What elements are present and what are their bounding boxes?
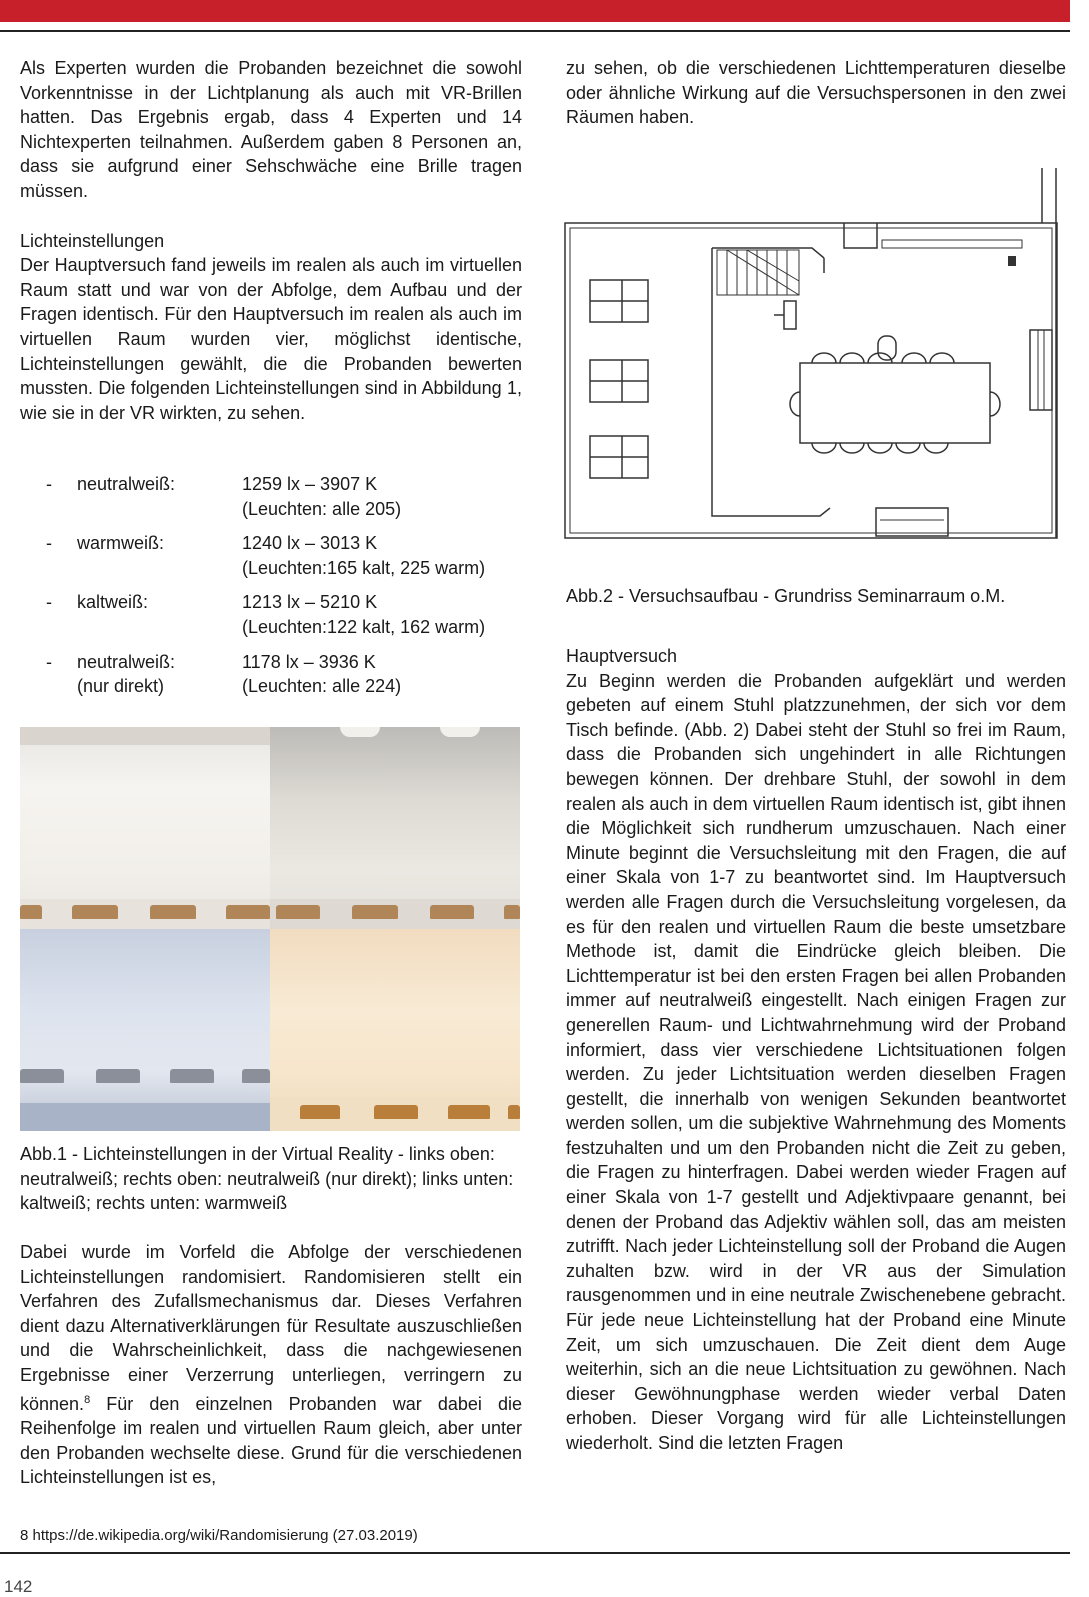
light-setting-row <box>20 650 540 699</box>
figure-2-caption: Abb.2 - Versuchsaufbau - Grundriss Seminarraum o.M. <box>566 586 1006 606</box>
paragraph-randomisierung: Dabei wurde im Vorfeld die Abfolge der verschiedenen Lichteinstellungen randomisiert. Randomisieren stellt ein Verfahren des Zufallsmechanismus dar. Dieses Verfahren dient dazu Alternativerklärungen für Resultate auszuschließen und die Wahrscheinlichkeit, dass die nachgewiesenen Ergebnisse einer Verzerrung unterliegen, verringern zu können.$^8$ Für den einzelnen Probanden war dabei die Reihenfolge im realen und virtuellen Raum gleich, aber unter den Probanden wechselte diese. Grund für die verschiedenen Lichteinstellungen ist es, <box>20 1242 522 1488</box>
setting-value: 1240 lx – 3013 K (Leuchten:165 kalt, 225 warm) <box>242 533 486 578</box>
page-number: 142 <box>4 1577 33 1596</box>
list-dash: - <box>46 474 52 494</box>
render-warmweiss <box>270 929 520 1131</box>
figure-2-floor-plan <box>562 168 1070 548</box>
footer-rule <box>0 1552 1070 1554</box>
list-dash: - <box>46 533 52 554</box>
setting-label: kaltweiß: <box>77 592 149 613</box>
right-column-bottom <box>566 644 1066 1456</box>
left-column-bottom <box>20 1240 522 1490</box>
heading-lichteinstellungen: Lichteinstellungen <box>20 230 165 251</box>
light-setting-row <box>20 472 540 521</box>
heading-hauptversuch: Hauptversuch <box>566 646 678 666</box>
right-column-top <box>566 56 1066 130</box>
render-neutralweiss <box>20 727 270 929</box>
setting-label: neutralweiß: <box>77 474 176 494</box>
paragraph-hauptversuch: Zu Beginn werden die Probanden aufgeklärt und werden gebeten auf einem Stuhl platzzunehmen, der sich vor dem Tisch befinde. (Abb. 2) Dabei steht der Stuhl so frei im Raum, dass die Probanden sich ungehindert in alle Richtungen bewegen können. Der drehbare Stuhl, der sowohl in dem realen als auch in dem virtuellen Raum identisch ist, gibt ihnen die Möglichkeit sich rundherum umzuschauen. Nach einer Minute beginnt die Versuchsleitung mit den Fragen, die auf einer Skala von 1-7 zu beantwortet sind. Im Hauptversuch werden alle Fragen durch die Versuchsleitung vorgelesen, da es für den realen und virtuellen Raum die beste umsetzbare Methode ist, damit die Eindrücke gleich bleiben. Die Lichttemperatur ist bei den ersten Fragen bei allen Probanden immer auf neutralweiß eingestellt. Nach einigen Fragen zur generellen Raum- und Lichtwahrnehmung wird der Proband informiert, dass vier verschiedene Lichtsituationen folgen werden. Zu jeder Lichtsituation werden dieselben Fragen gestellt, die innerhalb von wenigen Sekunden beantwortet werden sollen, um die subjektive Wahrnehmung des Moments festzuhalten und um den Probanden nicht die Zeit zu geben, die Fragen zu hinterfragen. Dabei werden wieder Fragen auf einer Skala von 1-7 gestellt und Adjektivpaare genannt, bei denen der Proband das Adjektiv wählen soll, das am meisten zutrifft. Nach jeder Lichteinstellung soll der Proband die Augen zuhalten bzw. wird in der VR aus der Simulation rausgenommen und in eine neutrale Zwischenebene gebracht. Für jede neue Lichteinstellung hat der Proband eine Minute Zeit, um sich umzuschauen. Die Zeit dient dem Auge weiterhin, sich an die neue Lichtsituation zu gewöhnen. Nach dieser Gewöhnungphase werden wieder verbal Daten erhoben. Dieser Vorgang wird für alle Lichteinstellungen wiederholt. Sind die letzten Fragen <box>566 670 1066 1453</box>
footnote-reference: 8 <box>84 1393 91 1406</box>
light-setting-row <box>20 531 540 580</box>
setting-label: neutralweiß: (nur direkt) <box>77 651 176 697</box>
list-dash: - <box>46 592 52 613</box>
setting-label: warmweiß: <box>77 533 165 554</box>
setting-value: 1259 lx – 3907 K (Leuchten: alle 205) <box>242 474 402 519</box>
paragraph-hauptversuch-intro: Der Hauptversuch fand jeweils im realen als auch im virtuellen Raum statt und war von der Abfolge, dem Aufbau und der Fragen identisch. Für den Hauptversuch im realen als auch im virtuellen Raum wurden vier, möglichst identische, Lichteinstellungen gewählt, die die Probanden bewerten mussten. Die folgenden Lichteinstellungen sind in Abbildung 1, wie sie in der VR wirkten, zu sehen. <box>20 255 522 423</box>
footnote: 8 https://de.wikipedia.org/wiki/Randomisierung (27.03.2019) <box>20 1527 418 1544</box>
left-column-top <box>20 56 522 425</box>
paragraph-experts: Als Experten wurden die Probanden bezeichnet die sowohl Vorkenntnisse in der Lichtplanung als auch mit VR-Brillen hatten. Das Ergebnis ergab, dass 4 Experten und 14 Nichtexperten teilnahmen. Außerdem gaben 8 Personen an, dass sie aufgrund einer Sehschwäche eine Brille tragen müssen. <box>20 58 522 201</box>
figure-1-vr-lighting <box>20 727 520 1131</box>
paragraph-lichttemperaturen: zu sehen, ob die verschiedenen Lichttemperaturen dieselbe oder ähnliche Wirkung auf die Versuchspersonen in den zwei Räumen haben. <box>566 58 1066 128</box>
list-dash: - <box>46 651 52 672</box>
header-rule <box>0 30 1070 32</box>
light-settings-list <box>20 472 540 709</box>
setting-value: 1213 lx – 5210 K (Leuchten:122 kalt, 162 warm) <box>242 592 486 637</box>
setting-value: 1178 lx – 3936 K (Leuchten: alle 224) <box>242 651 402 697</box>
figure-1-caption: Abb.1 - Lichteinstellungen in der Virtual Reality - links oben: neutralweiß; rechts oben: neutralweiß (nur direkt); links unten: kaltweiß; rechts unten: warmweiß <box>20 1144 514 1214</box>
switch-icon <box>1008 256 1016 266</box>
render-neutralweiss-nur-direkt <box>270 727 520 929</box>
header-accent-bar <box>0 0 1070 22</box>
light-setting-row <box>20 590 540 639</box>
render-kaltweiss <box>20 929 270 1131</box>
